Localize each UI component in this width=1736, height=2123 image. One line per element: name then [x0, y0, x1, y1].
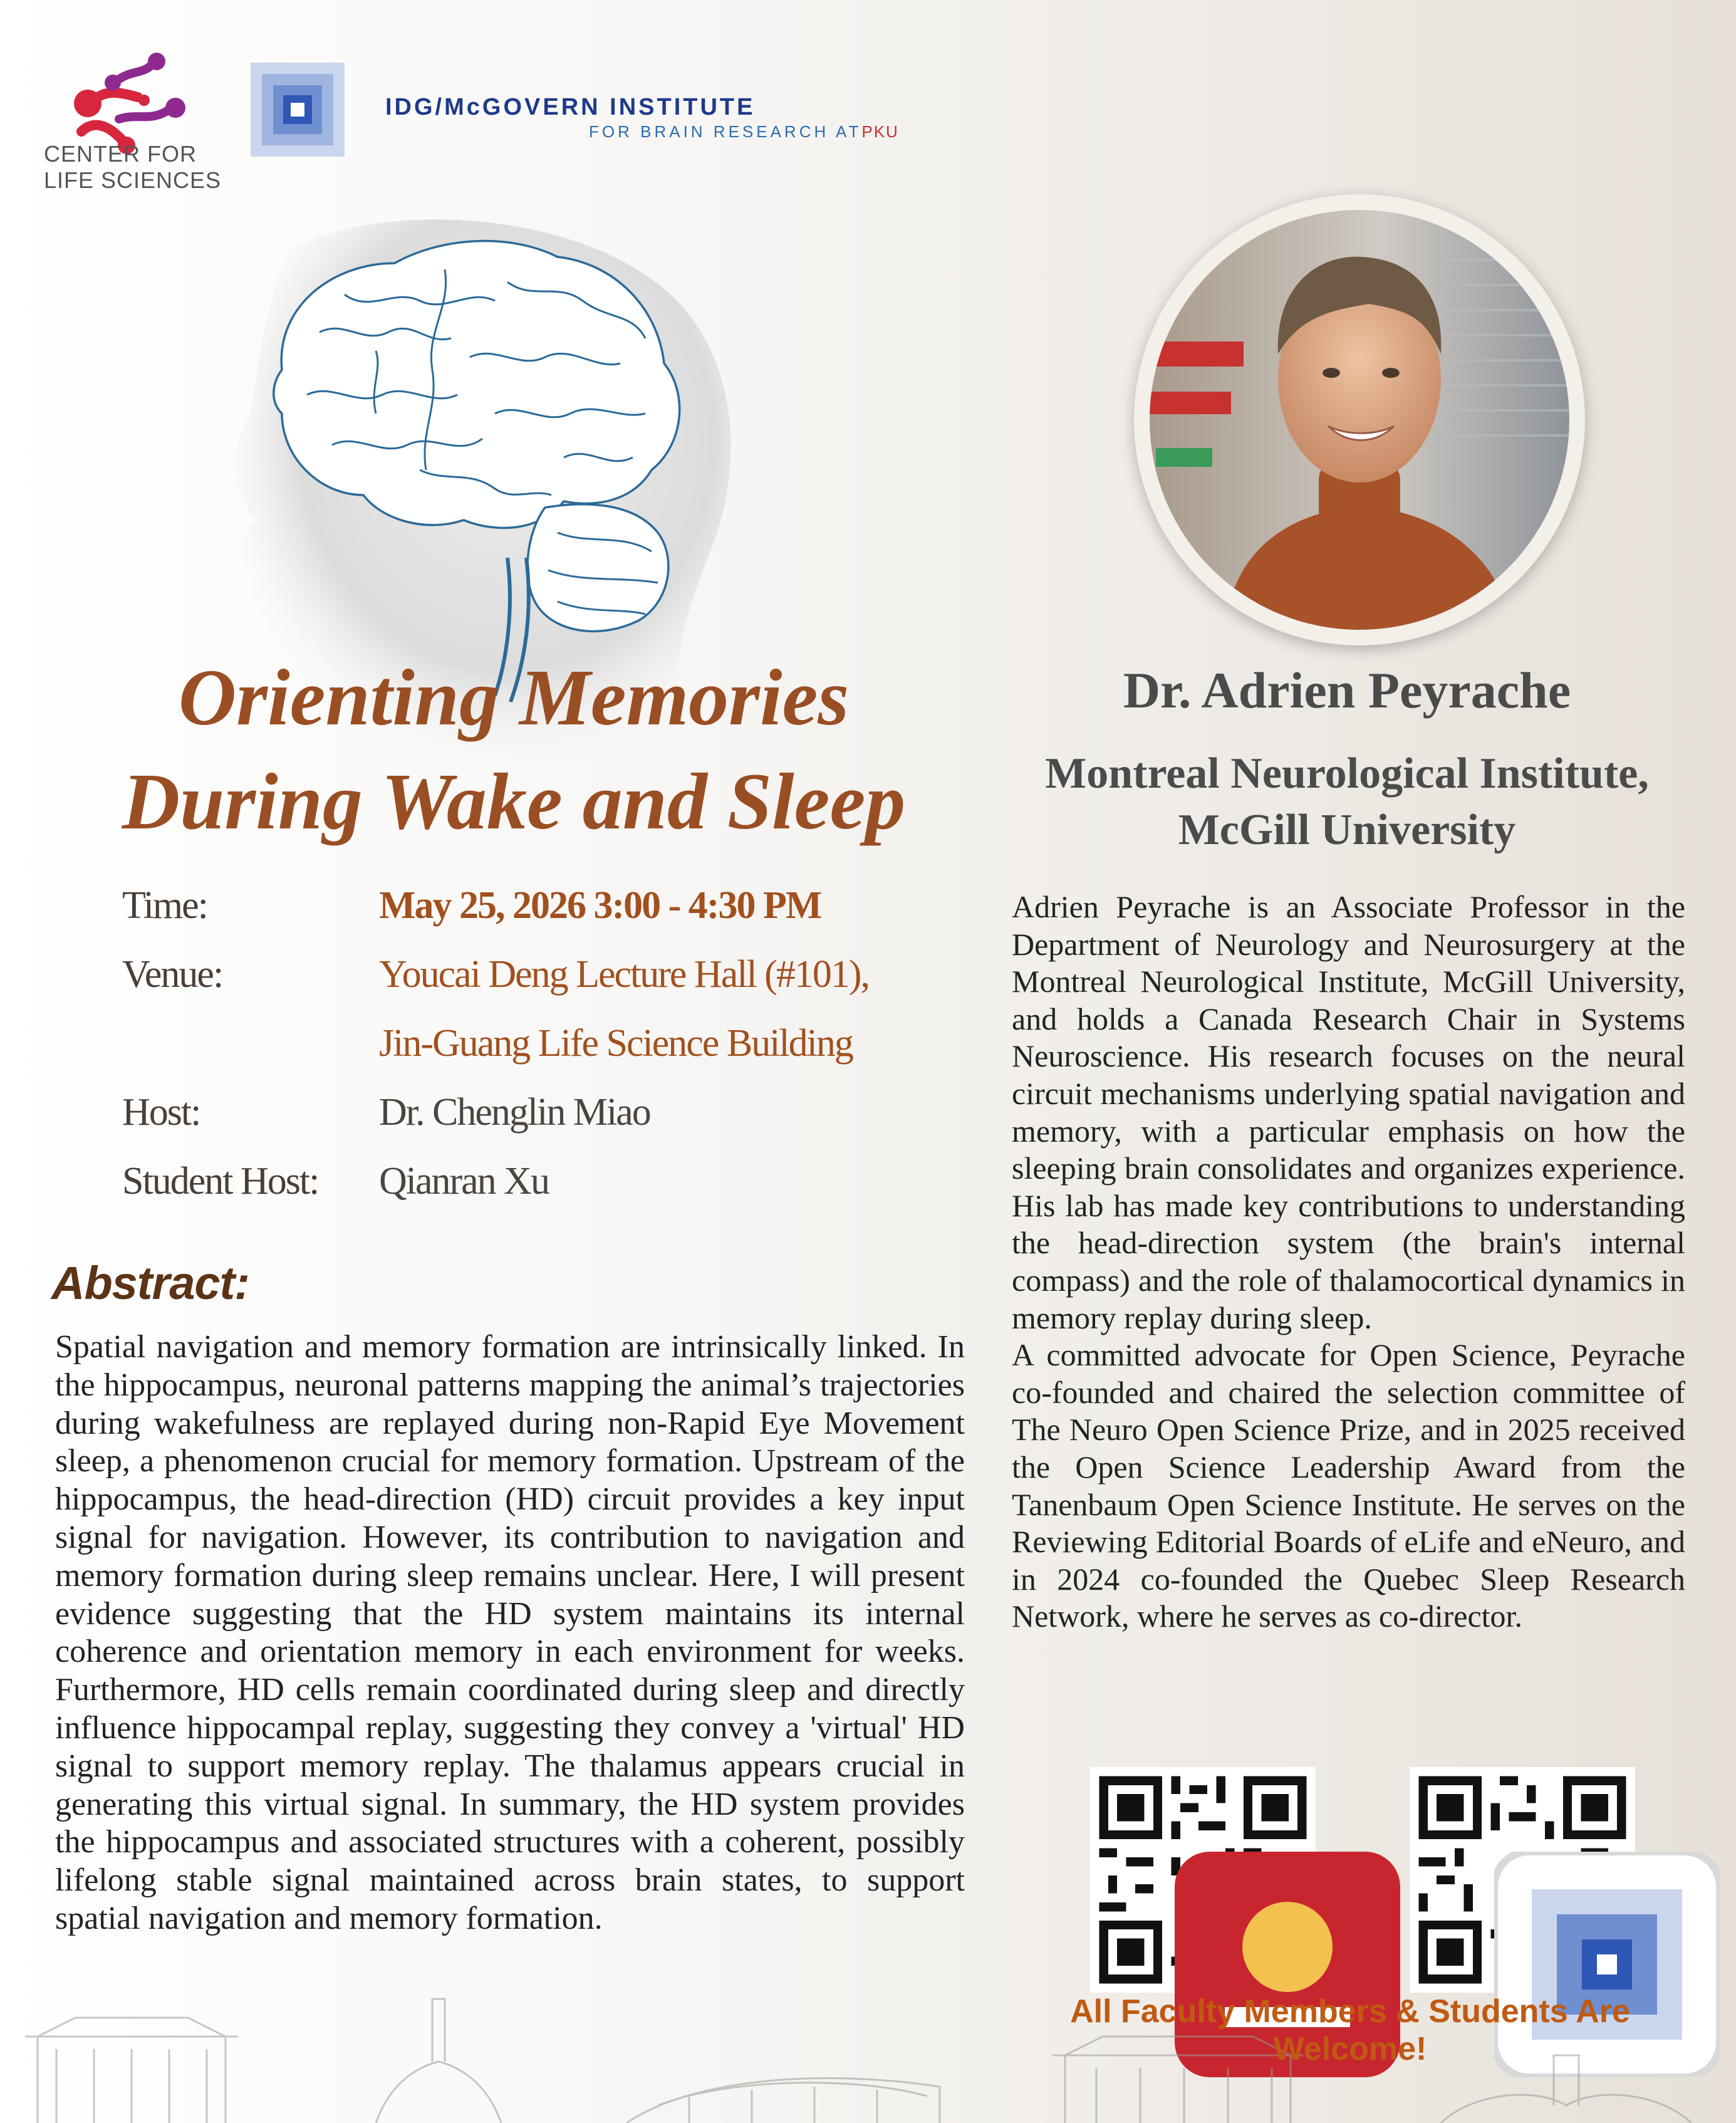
abstract-text: Spatial navigation and memory formation are intrinsically linked. In the hippocampus, neuronal patterns mapping the animal’s trajectories during wakefulness are replayed during non-Rapid Eye Movement sleep, a phenomenon crucial for memory formation. Upstream of the hippocampus, the head-direction (HD) circuit provides a key input signal for navigation. However, its contribution to navigation and memory formation during sleep remains unclear. Here, I will present evidence suggesting that the HD system maintains its internal coherence and orientation memory in each environment for weeks. Furthermore, HD cells remain coordinated during sleep and directly influence hippocampal replay, suggesting they convey a 'virtual' HD signal to support memory replay. The thalamus appears crucial in generating this virtual signal. In summary, the HD system provides the hippocampus and associated structures with a coherent, possibly lifelong stable signal maintained across brain states, to support spatial navigation and memory formation.	[55, 1329, 965, 1936]
speaker-photo	[1150, 210, 1569, 630]
welcome-message: All Faculty Members & Students Are Welcome!	[1070, 1993, 1630, 2067]
venue-label: Venue:	[122, 953, 223, 996]
venue-value-line-1: Youcai Deng Lecture Hall (#101),	[379, 953, 869, 996]
mcgovern-logo-name: IDG/McGOVERN INSTITUTE	[385, 94, 756, 120]
affiliation-line-2: McGill University	[1178, 806, 1516, 854]
center-logo-text	[44, 141, 221, 194]
speaker-affiliation	[971, 746, 1723, 858]
bio-paragraph-1: Adrien Peyrache is an Associate Professor in the Department of Neurology and Neurosurgery at the Montreal Neurological Institute, McGill University, and holds a Canada Research Chair in Systems Neuroscience. His research focuses on the neural circuit mechanisms underlying spatial navigation and memory, with a particular emphasis on how the sleeping brain consolidates and organizes experience. His lab has made key contributions to understanding the head-direction system (the brain's internal compass) and the role of thalamocortical dynamics in memory replay during sleep.	[1012, 889, 1685, 1335]
center-logo-line2: LIFE SCIENCES	[44, 167, 222, 193]
talk-title	[63, 645, 965, 853]
venue-value-line-2: Jin-Guang Life Science Building	[379, 1022, 853, 1065]
host-label: Host:	[122, 1091, 200, 1134]
title-line-2: During Wake and Sleep	[122, 757, 906, 846]
mcgovern-logo-mark	[251, 63, 345, 157]
host-value: Dr. Chenglin Miao	[379, 1091, 650, 1134]
speaker-name: Dr. Adrien Peyrache	[1123, 662, 1571, 719]
mcgovern-logo-subtitle	[589, 122, 899, 142]
student-host-label: Student Host:	[122, 1160, 319, 1202]
mcgovern-subtitle-text: FOR BRAIN RESEARCH AT	[589, 122, 862, 141]
qr-code-right[interactable]	[1410, 1767, 1635, 1993]
time-label: Time:	[122, 884, 207, 927]
center-logo-line1: CENTER FOR	[44, 141, 197, 167]
bio-paragraph-2: A committed advocate for Open Science, Peyrache co-founded and chaired the selection committee of The Neuro Open Science Prize, and in 2025 received the Open Science Leadership Award from the Tanenbaum Open Science Institute. He serves on the Reviewing Editorial Boards of eLife and eNeuro, and in 2024 co-founded the Quebec Sleep Research Network, where he serves as co-director.	[1012, 1337, 1685, 1634]
speaker-bio	[1012, 889, 1685, 1635]
abstract-heading: Abstract:	[51, 1257, 249, 1309]
title-line-1: Orienting Memories	[178, 653, 850, 742]
mcgovern-pku: PKU	[861, 122, 899, 141]
time-value: May 25, 2026 3:00 - 4:30 PM	[379, 884, 821, 927]
student-host-value: Qianran Xu	[379, 1160, 549, 1202]
affiliation-line-1: Montreal Neurological Institute,	[1045, 749, 1649, 798]
qr-code-left[interactable]	[1090, 1767, 1316, 1993]
